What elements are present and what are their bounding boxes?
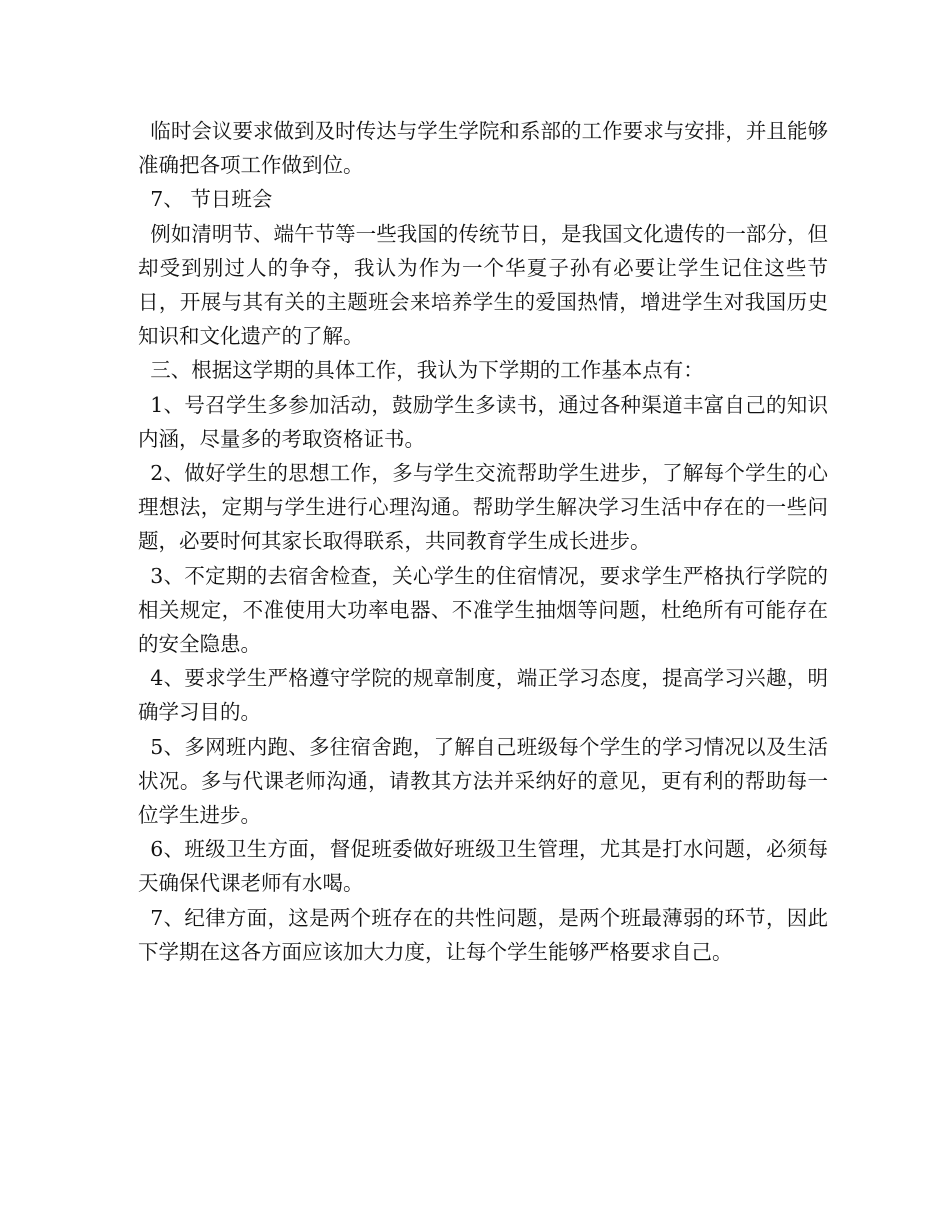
list-item-3: 3、不定期的去宿舍检查，关心学生的住宿情况，要求学生严格执行学院的相关规定，不准使用大功率电器、不准学生抽烟等问题，杜绝所有可能存在的安全隐患。 bbox=[138, 563, 828, 657]
list-item-2: 2、做好学生的思想工作，多与学生交流帮助学生进步，了解每个学生的心理想法，定期与学生进行心理沟通。帮助学生解决学习生活中存在的一些问题，必要时何其家长取得联系，共同教育学生成长进步。 bbox=[138, 461, 828, 554]
document-body bbox=[138, 114, 828, 969]
list-item-1: 1、号召学生多参加活动，鼓励学生多读书，通过各种渠道丰富自己的知识内涵，尽量多的考取资格证书。 bbox=[138, 392, 828, 451]
section-heading-holiday-class-meeting: 7、 节日班会 bbox=[150, 187, 273, 212]
paragraph-traditional-festivals: 例如清明节、端午节等一些我国的传统节日，是我国文化遗传的一部分，但却受到别过人的争夺，我认为作为一个华夏子孙有必要让学生记住这些节日，开展与其有关的主题班会来培养学生的爱国热情，增进学生对我国历史知识和文化遗产的了解。 bbox=[138, 221, 828, 349]
list-item-6: 6、班级卫生方面，督促班委做好班级卫生管理，尤其是打水问题，必须每天确保代课老师有水喝。 bbox=[138, 837, 828, 896]
list-item-5: 5、多网班内跑、多往宿舍跑，了解自己班级每个学生的学习情况以及生活状况。多与代课老师沟通，请教其方法并采纳好的意见，更有利的帮助每一位学生进步。 bbox=[138, 734, 828, 828]
section-heading-next-semester: 三、根据这学期的具体工作，我认为下学期的工作基本点有： bbox=[150, 358, 704, 383]
paragraph-meeting-requirement: 临时会议要求做到及时传达与学生学院和系部的工作要求与安排，并且能够准确把各项工作做到位。 bbox=[138, 119, 828, 178]
list-item-4: 4、要求学生严格遵守学院的规章制度，端正学习态度，提高学习兴趣，明确学习目的。 bbox=[138, 666, 828, 725]
list-item-7: 7、纪律方面，这是两个班存在的共性问题，是两个班最薄弱的环节，因此下学期在这各方面应该加大力度，让每个学生能够严格要求自己。 bbox=[138, 905, 828, 964]
